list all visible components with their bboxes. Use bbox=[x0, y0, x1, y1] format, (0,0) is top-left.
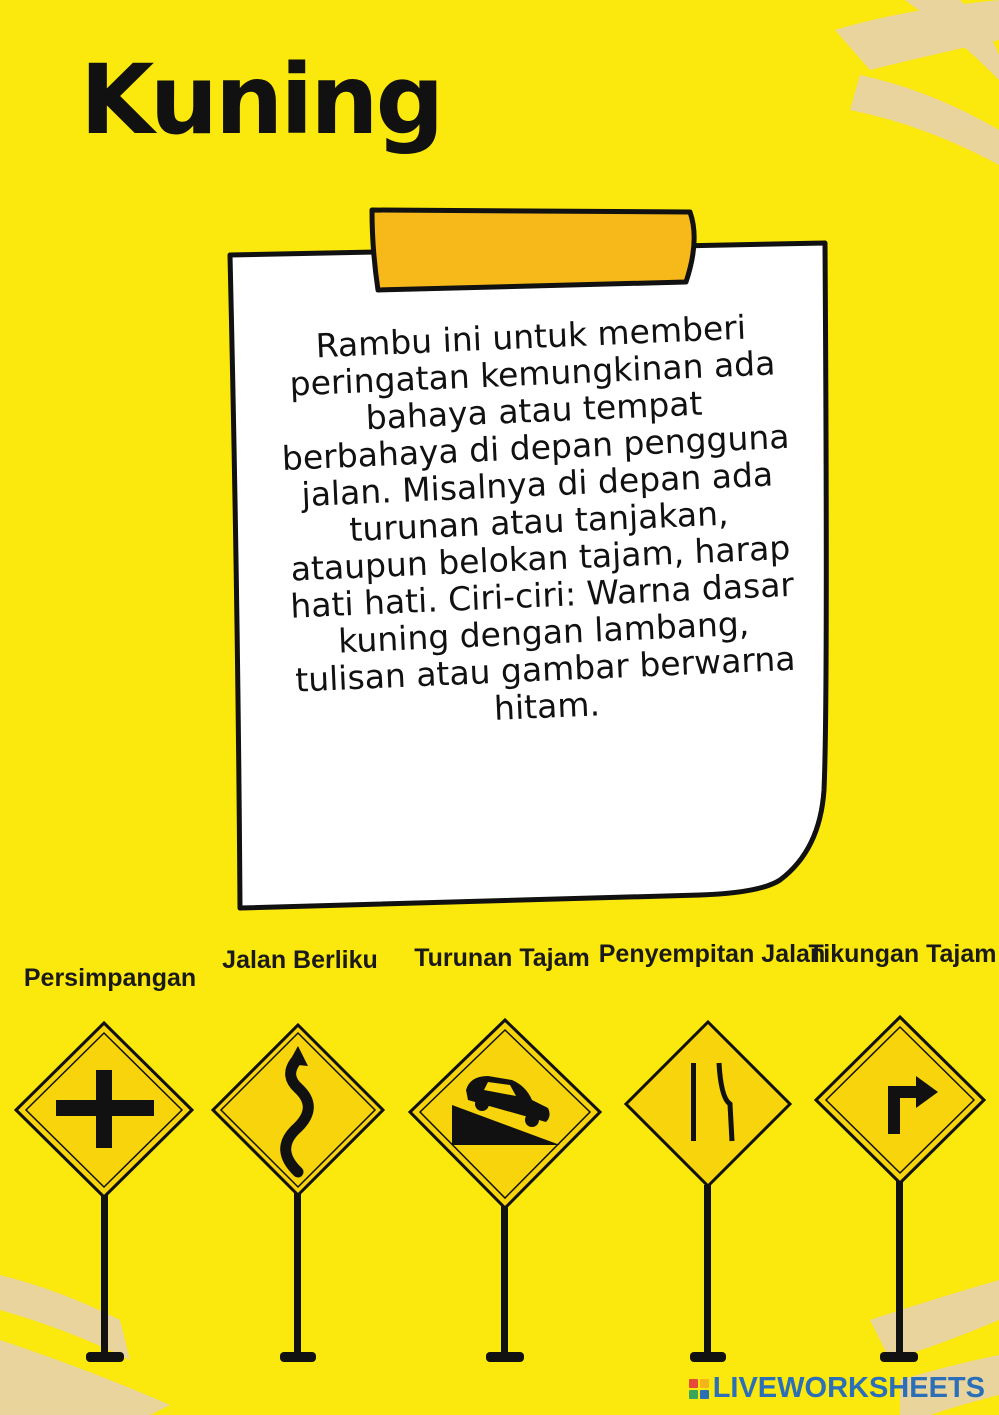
sign-label-jalan-berliku: Jalan Berliku bbox=[222, 946, 378, 974]
sign-tikungan-tajam bbox=[816, 1017, 984, 1362]
sign-label-penyempitan-jalan: Penyempitan Jalan bbox=[598, 940, 826, 968]
sign-persimpangan bbox=[16, 1023, 192, 1362]
liveworksheets-watermark bbox=[689, 1372, 985, 1405]
watermark-text: LIVEWORKSHEETS bbox=[712, 1372, 985, 1404]
page-title: Kuning bbox=[80, 44, 442, 156]
sign-label-persimpangan: Persimpangan bbox=[23, 964, 197, 992]
sign-jalan-berliku bbox=[213, 1025, 383, 1362]
sign-label-turunan-tajam: Turunan Tajam bbox=[414, 944, 590, 972]
note-description: Rambu ini untuk memberi peringatan kemungkinan ada bahaya atau tempat berbahaya di depan pengguna jalan. Misalnya di depan ada turunan atau tanjakan, ataupun belokan tajam, harap hati hati. Ciri-ciri: Warna dasar kuning dengan lambang, tulisan atau gambar berwarna hitam. bbox=[281, 307, 797, 728]
sign-penyempitan-jalan bbox=[626, 1022, 790, 1362]
sign-label-tikungan-tajam: Tikungan Tajam bbox=[808, 940, 997, 968]
sign-turunan-tajam bbox=[410, 1020, 600, 1362]
liveworksheets-logo-icon bbox=[689, 1379, 709, 1399]
